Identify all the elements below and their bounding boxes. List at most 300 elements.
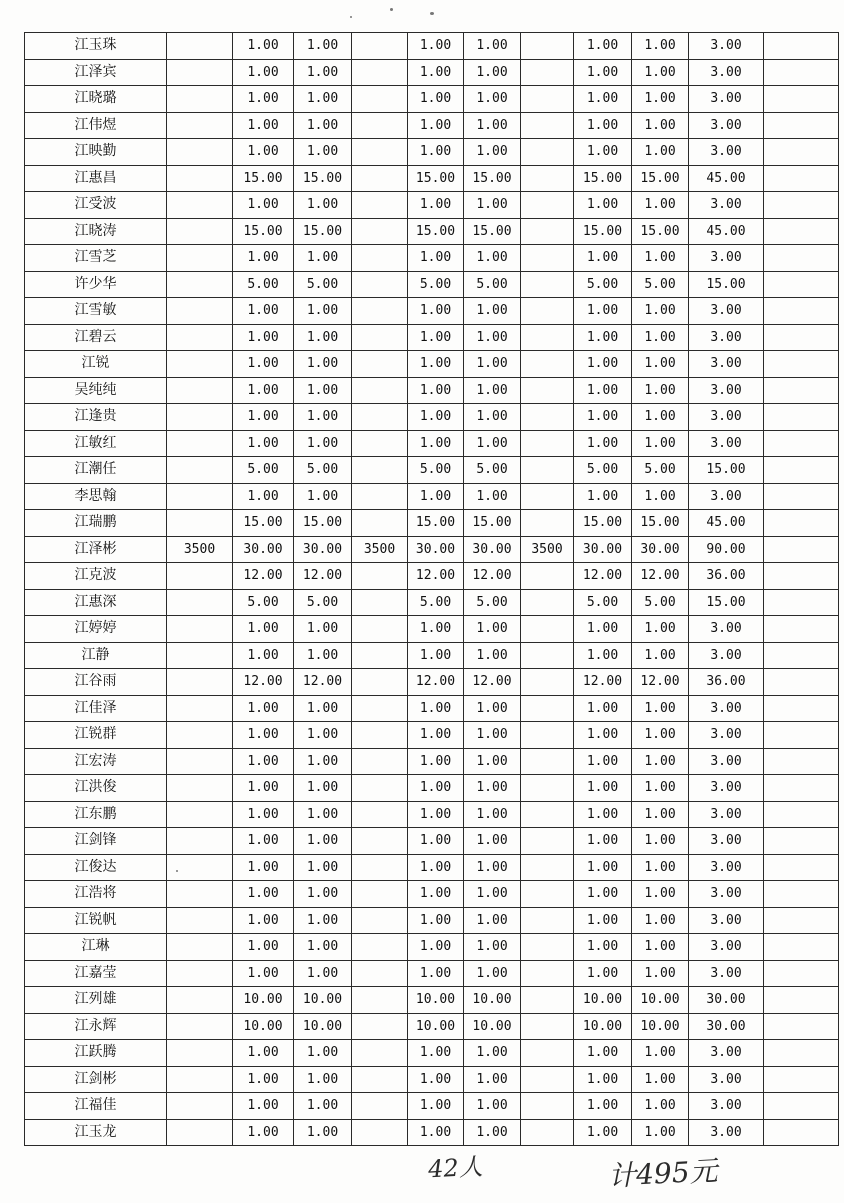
group-a-base-cell	[167, 881, 233, 908]
group-a-base-cell	[167, 298, 233, 325]
group-a-amount-cell: 1.00	[233, 1119, 294, 1146]
group-a-amount-cell: 1.00	[233, 1040, 294, 1067]
group-c-paid-cell: 15.00	[632, 218, 689, 245]
name-cell: 江东鹏	[25, 801, 167, 828]
group-c-amount-cell: 1.00	[574, 854, 632, 881]
table-row	[25, 934, 839, 961]
group-a-base-cell	[167, 271, 233, 298]
group-b-paid-cell: 30.00	[464, 536, 521, 563]
group-a-base-cell	[167, 722, 233, 749]
remark-cell	[764, 934, 839, 961]
group-a-amount-cell: 1.00	[233, 828, 294, 855]
group-c-base-cell	[521, 59, 574, 86]
total-cell: 45.00	[689, 218, 764, 245]
group-a-amount-cell: 12.00	[233, 669, 294, 696]
name-cell: 江晓涛	[25, 218, 167, 245]
total-cell: 3.00	[689, 324, 764, 351]
group-b-amount-cell: 1.00	[408, 642, 464, 669]
group-c-paid-cell: 12.00	[632, 669, 689, 696]
group-b-base-cell	[352, 775, 408, 802]
group-c-paid-cell: 1.00	[632, 775, 689, 802]
group-b-amount-cell: 1.00	[408, 828, 464, 855]
remark-cell	[764, 112, 839, 139]
group-b-paid-cell: 1.00	[464, 59, 521, 86]
name-cell: 江泽彬	[25, 536, 167, 563]
group-c-paid-cell: 1.00	[632, 351, 689, 378]
group-c-base-cell	[521, 483, 574, 510]
group-b-base-cell	[352, 960, 408, 987]
group-a-base-cell	[167, 430, 233, 457]
total-cell: 3.00	[689, 86, 764, 113]
group-a-base-cell	[167, 33, 233, 60]
group-b-amount-cell: 1.00	[408, 33, 464, 60]
group-b-paid-cell: 1.00	[464, 642, 521, 669]
group-a-base-cell	[167, 1093, 233, 1120]
remark-cell	[764, 510, 839, 537]
group-c-base-cell	[521, 695, 574, 722]
group-c-amount-cell: 1.00	[574, 430, 632, 457]
group-c-paid-cell: 1.00	[632, 245, 689, 272]
name-cell: 江玉珠	[25, 33, 167, 60]
group-c-paid-cell: 5.00	[632, 457, 689, 484]
group-b-amount-cell: 1.00	[408, 139, 464, 166]
handwritten-count-note: 42人	[427, 1152, 484, 1184]
group-c-amount-cell: 1.00	[574, 377, 632, 404]
group-c-paid-cell: 1.00	[632, 854, 689, 881]
name-cell: 吴纯纯	[25, 377, 167, 404]
group-a-amount-cell: 1.00	[233, 298, 294, 325]
total-cell: 3.00	[689, 192, 764, 219]
group-b-paid-cell: 1.00	[464, 775, 521, 802]
remark-cell	[764, 1093, 839, 1120]
group-b-paid-cell: 15.00	[464, 218, 521, 245]
remark-cell	[764, 1040, 839, 1067]
group-b-base-cell	[352, 245, 408, 272]
group-c-base-cell	[521, 404, 574, 431]
group-c-paid-cell: 1.00	[632, 324, 689, 351]
table-row	[25, 271, 839, 298]
group-c-paid-cell: 1.00	[632, 828, 689, 855]
group-c-base-cell	[521, 616, 574, 643]
group-c-amount-cell: 10.00	[574, 987, 632, 1014]
group-b-base-cell	[352, 404, 408, 431]
group-b-paid-cell: 1.00	[464, 1119, 521, 1146]
group-b-base-cell	[352, 86, 408, 113]
group-a-paid-cell: 1.00	[294, 324, 352, 351]
remark-cell	[764, 218, 839, 245]
group-c-amount-cell: 1.00	[574, 881, 632, 908]
table-row	[25, 589, 839, 616]
group-a-amount-cell: 1.00	[233, 139, 294, 166]
remark-cell	[764, 1119, 839, 1146]
group-b-amount-cell: 1.00	[408, 377, 464, 404]
remark-cell	[764, 642, 839, 669]
group-b-amount-cell: 1.00	[408, 86, 464, 113]
group-c-amount-cell: 12.00	[574, 669, 632, 696]
group-c-paid-cell: 1.00	[632, 722, 689, 749]
group-a-amount-cell: 12.00	[233, 563, 294, 590]
group-b-base-cell	[352, 589, 408, 616]
group-c-base-cell	[521, 642, 574, 669]
group-b-base-cell	[352, 33, 408, 60]
group-a-base-cell	[167, 642, 233, 669]
group-a-base-cell	[167, 245, 233, 272]
group-a-paid-cell: 1.00	[294, 775, 352, 802]
remark-cell	[764, 722, 839, 749]
group-b-amount-cell: 1.00	[408, 245, 464, 272]
name-cell: 江克波	[25, 563, 167, 590]
group-a-amount-cell: 1.00	[233, 907, 294, 934]
group-c-base-cell	[521, 907, 574, 934]
group-a-base-cell	[167, 139, 233, 166]
table-row	[25, 695, 839, 722]
group-c-amount-cell: 1.00	[574, 298, 632, 325]
group-b-amount-cell: 1.00	[408, 775, 464, 802]
group-b-amount-cell: 15.00	[408, 510, 464, 537]
name-cell: 江婷婷	[25, 616, 167, 643]
group-c-amount-cell: 10.00	[574, 1013, 632, 1040]
name-cell: 江雪芝	[25, 245, 167, 272]
total-cell: 30.00	[689, 987, 764, 1014]
remark-cell	[764, 616, 839, 643]
total-cell: 3.00	[689, 748, 764, 775]
table-row	[25, 192, 839, 219]
group-c-base-cell	[521, 351, 574, 378]
group-c-amount-cell: 5.00	[574, 589, 632, 616]
group-b-base-cell	[352, 563, 408, 590]
group-c-paid-cell: 1.00	[632, 695, 689, 722]
group-c-base-cell	[521, 722, 574, 749]
group-c-base-cell	[521, 1040, 574, 1067]
group-a-amount-cell: 1.00	[233, 934, 294, 961]
total-cell: 3.00	[689, 722, 764, 749]
table-body	[25, 33, 839, 1146]
group-c-paid-cell: 1.00	[632, 934, 689, 961]
group-a-amount-cell: 1.00	[233, 483, 294, 510]
remark-cell	[764, 457, 839, 484]
table-row	[25, 457, 839, 484]
group-b-base-cell	[352, 483, 408, 510]
group-c-base-cell	[521, 192, 574, 219]
total-cell: 36.00	[689, 563, 764, 590]
group-a-base-cell	[167, 377, 233, 404]
group-c-paid-cell: 1.00	[632, 33, 689, 60]
name-cell: 许少华	[25, 271, 167, 298]
group-a-paid-cell: 1.00	[294, 430, 352, 457]
table-row	[25, 1119, 839, 1146]
group-b-base-cell	[352, 351, 408, 378]
group-b-amount-cell: 1.00	[408, 801, 464, 828]
group-b-paid-cell: 1.00	[464, 881, 521, 908]
group-b-amount-cell: 1.00	[408, 324, 464, 351]
group-b-amount-cell: 1.00	[408, 351, 464, 378]
group-b-amount-cell: 10.00	[408, 987, 464, 1014]
group-b-paid-cell: 1.00	[464, 854, 521, 881]
group-b-paid-cell: 1.00	[464, 722, 521, 749]
group-a-paid-cell: 5.00	[294, 271, 352, 298]
group-a-base-cell	[167, 589, 233, 616]
group-a-amount-cell: 30.00	[233, 536, 294, 563]
group-a-amount-cell: 5.00	[233, 457, 294, 484]
group-b-paid-cell: 1.00	[464, 33, 521, 60]
group-a-paid-cell: 1.00	[294, 377, 352, 404]
group-c-paid-cell: 1.00	[632, 616, 689, 643]
group-b-paid-cell: 1.00	[464, 430, 521, 457]
group-a-paid-cell: 1.00	[294, 112, 352, 139]
group-b-base-cell	[352, 165, 408, 192]
group-a-base-cell	[167, 192, 233, 219]
remark-cell	[764, 139, 839, 166]
group-c-amount-cell: 1.00	[574, 722, 632, 749]
group-b-amount-cell: 12.00	[408, 563, 464, 590]
group-a-base-cell	[167, 483, 233, 510]
group-b-base-cell	[352, 112, 408, 139]
total-cell: 90.00	[689, 536, 764, 563]
group-b-amount-cell: 15.00	[408, 165, 464, 192]
group-b-paid-cell: 1.00	[464, 748, 521, 775]
total-cell: 45.00	[689, 510, 764, 537]
group-a-amount-cell: 1.00	[233, 245, 294, 272]
name-cell: 江福佳	[25, 1093, 167, 1120]
group-a-paid-cell: 10.00	[294, 987, 352, 1014]
group-c-amount-cell: 1.00	[574, 351, 632, 378]
group-b-base-cell	[352, 377, 408, 404]
remark-cell	[764, 404, 839, 431]
group-a-base-cell	[167, 218, 233, 245]
group-c-base-cell	[521, 86, 574, 113]
group-a-base-cell	[167, 907, 233, 934]
group-b-base-cell	[352, 722, 408, 749]
group-a-amount-cell: 1.00	[233, 112, 294, 139]
total-cell: 3.00	[689, 245, 764, 272]
group-c-base-cell: 3500	[521, 536, 574, 563]
total-cell: 3.00	[689, 934, 764, 961]
group-a-amount-cell: 10.00	[233, 1013, 294, 1040]
group-b-paid-cell: 1.00	[464, 298, 521, 325]
table-row	[25, 748, 839, 775]
table-row	[25, 112, 839, 139]
table-row	[25, 1040, 839, 1067]
group-b-amount-cell: 1.00	[408, 1093, 464, 1120]
group-b-amount-cell: 1.00	[408, 616, 464, 643]
total-cell: 15.00	[689, 271, 764, 298]
group-a-amount-cell: 1.00	[233, 1093, 294, 1120]
group-c-paid-cell: 15.00	[632, 510, 689, 537]
remark-cell	[764, 192, 839, 219]
group-c-base-cell	[521, 218, 574, 245]
group-a-base-cell	[167, 1066, 233, 1093]
table-row	[25, 536, 839, 563]
group-c-paid-cell: 12.00	[632, 563, 689, 590]
group-c-paid-cell: 1.00	[632, 59, 689, 86]
group-a-amount-cell: 15.00	[233, 218, 294, 245]
name-cell: 江泽宾	[25, 59, 167, 86]
group-b-paid-cell: 1.00	[464, 1066, 521, 1093]
group-b-paid-cell: 1.00	[464, 483, 521, 510]
name-cell: 江剑彬	[25, 1066, 167, 1093]
group-b-paid-cell: 15.00	[464, 165, 521, 192]
group-c-base-cell	[521, 669, 574, 696]
total-cell: 3.00	[689, 59, 764, 86]
group-b-paid-cell: 1.00	[464, 1093, 521, 1120]
group-c-base-cell	[521, 510, 574, 537]
group-b-paid-cell: 5.00	[464, 589, 521, 616]
group-a-paid-cell: 1.00	[294, 483, 352, 510]
group-a-amount-cell: 1.00	[233, 1066, 294, 1093]
group-a-paid-cell: 30.00	[294, 536, 352, 563]
group-a-base-cell	[167, 695, 233, 722]
group-b-base-cell	[352, 881, 408, 908]
total-cell: 3.00	[689, 1093, 764, 1120]
remark-cell	[764, 430, 839, 457]
group-c-base-cell	[521, 1119, 574, 1146]
group-c-amount-cell: 1.00	[574, 1040, 632, 1067]
group-a-amount-cell: 1.00	[233, 642, 294, 669]
group-c-base-cell	[521, 430, 574, 457]
group-a-paid-cell: 15.00	[294, 165, 352, 192]
group-b-amount-cell: 1.00	[408, 854, 464, 881]
group-b-paid-cell: 1.00	[464, 934, 521, 961]
group-b-base-cell	[352, 324, 408, 351]
group-a-amount-cell: 1.00	[233, 404, 294, 431]
group-b-paid-cell: 1.00	[464, 139, 521, 166]
total-cell: 15.00	[689, 589, 764, 616]
group-b-paid-cell: 1.00	[464, 86, 521, 113]
group-b-amount-cell: 5.00	[408, 589, 464, 616]
group-c-paid-cell: 1.00	[632, 801, 689, 828]
group-b-amount-cell: 1.00	[408, 483, 464, 510]
group-a-amount-cell: 1.00	[233, 801, 294, 828]
group-a-paid-cell: 1.00	[294, 139, 352, 166]
name-cell: 江受波	[25, 192, 167, 219]
name-cell: 江跃腾	[25, 1040, 167, 1067]
group-b-base-cell	[352, 801, 408, 828]
table-row	[25, 377, 839, 404]
group-c-base-cell	[521, 1066, 574, 1093]
group-a-paid-cell: 1.00	[294, 298, 352, 325]
group-a-paid-cell: 1.00	[294, 1040, 352, 1067]
group-a-amount-cell: 1.00	[233, 748, 294, 775]
group-b-paid-cell: 5.00	[464, 457, 521, 484]
group-a-base-cell	[167, 563, 233, 590]
group-c-base-cell	[521, 33, 574, 60]
group-a-amount-cell: 5.00	[233, 589, 294, 616]
name-cell: 江潮任	[25, 457, 167, 484]
group-a-paid-cell: 1.00	[294, 695, 352, 722]
group-c-paid-cell: 1.00	[632, 1066, 689, 1093]
table-row	[25, 854, 839, 881]
group-a-amount-cell: 10.00	[233, 987, 294, 1014]
total-cell: 3.00	[689, 960, 764, 987]
remark-cell	[764, 854, 839, 881]
group-a-paid-cell: 1.00	[294, 1119, 352, 1146]
name-cell: 江碧云	[25, 324, 167, 351]
group-c-paid-cell: 1.00	[632, 298, 689, 325]
group-a-base-cell	[167, 1013, 233, 1040]
group-a-amount-cell: 1.00	[233, 59, 294, 86]
group-b-paid-cell: 1.00	[464, 801, 521, 828]
name-cell: 江锐群	[25, 722, 167, 749]
table-row	[25, 33, 839, 60]
group-a-base-cell	[167, 1119, 233, 1146]
table-row	[25, 404, 839, 431]
scan-speck	[350, 16, 352, 18]
group-b-paid-cell: 1.00	[464, 324, 521, 351]
handwritten-total-note: 计495元	[607, 1154, 719, 1193]
total-cell: 3.00	[689, 298, 764, 325]
group-c-amount-cell: 1.00	[574, 1119, 632, 1146]
group-a-paid-cell: 1.00	[294, 934, 352, 961]
group-b-amount-cell: 12.00	[408, 669, 464, 696]
table-row	[25, 1066, 839, 1093]
group-b-amount-cell: 10.00	[408, 1013, 464, 1040]
group-b-amount-cell: 1.00	[408, 430, 464, 457]
table-row	[25, 775, 839, 802]
remark-cell	[764, 165, 839, 192]
group-c-amount-cell: 1.00	[574, 33, 632, 60]
name-cell: 江敏红	[25, 430, 167, 457]
table-row	[25, 86, 839, 113]
group-a-amount-cell: 5.00	[233, 271, 294, 298]
total-cell: 3.00	[689, 828, 764, 855]
remark-cell	[764, 59, 839, 86]
remark-cell	[764, 748, 839, 775]
total-cell: 3.00	[689, 695, 764, 722]
group-a-paid-cell: 1.00	[294, 1066, 352, 1093]
name-cell: 江浩将	[25, 881, 167, 908]
total-cell: 3.00	[689, 1040, 764, 1067]
group-a-base-cell	[167, 987, 233, 1014]
table-row	[25, 165, 839, 192]
group-b-base-cell	[352, 748, 408, 775]
group-c-amount-cell: 1.00	[574, 828, 632, 855]
group-b-base-cell	[352, 934, 408, 961]
group-c-base-cell	[521, 854, 574, 881]
group-b-paid-cell: 1.00	[464, 960, 521, 987]
remark-cell	[764, 1013, 839, 1040]
group-c-base-cell	[521, 377, 574, 404]
group-a-paid-cell: 1.00	[294, 86, 352, 113]
group-b-paid-cell: 15.00	[464, 510, 521, 537]
name-cell: 江雪敏	[25, 298, 167, 325]
group-a-base-cell	[167, 669, 233, 696]
remark-cell	[764, 377, 839, 404]
group-c-amount-cell: 5.00	[574, 457, 632, 484]
group-c-paid-cell: 5.00	[632, 271, 689, 298]
total-cell: 3.00	[689, 430, 764, 457]
group-b-amount-cell: 1.00	[408, 112, 464, 139]
group-c-amount-cell: 1.00	[574, 59, 632, 86]
remark-cell	[764, 695, 839, 722]
group-a-base-cell	[167, 616, 233, 643]
group-a-paid-cell: 1.00	[294, 1093, 352, 1120]
group-c-paid-cell: 1.00	[632, 139, 689, 166]
group-b-paid-cell: 1.00	[464, 351, 521, 378]
group-a-amount-cell: 1.00	[233, 324, 294, 351]
group-b-base-cell	[352, 1119, 408, 1146]
group-a-base-cell	[167, 86, 233, 113]
group-c-amount-cell: 1.00	[574, 192, 632, 219]
table-row	[25, 616, 839, 643]
table-row	[25, 642, 839, 669]
group-c-base-cell	[521, 298, 574, 325]
group-a-base-cell	[167, 775, 233, 802]
group-a-base-cell	[167, 1040, 233, 1067]
remark-cell	[764, 960, 839, 987]
group-c-base-cell	[521, 112, 574, 139]
total-cell: 3.00	[689, 1066, 764, 1093]
group-c-amount-cell: 1.00	[574, 112, 632, 139]
